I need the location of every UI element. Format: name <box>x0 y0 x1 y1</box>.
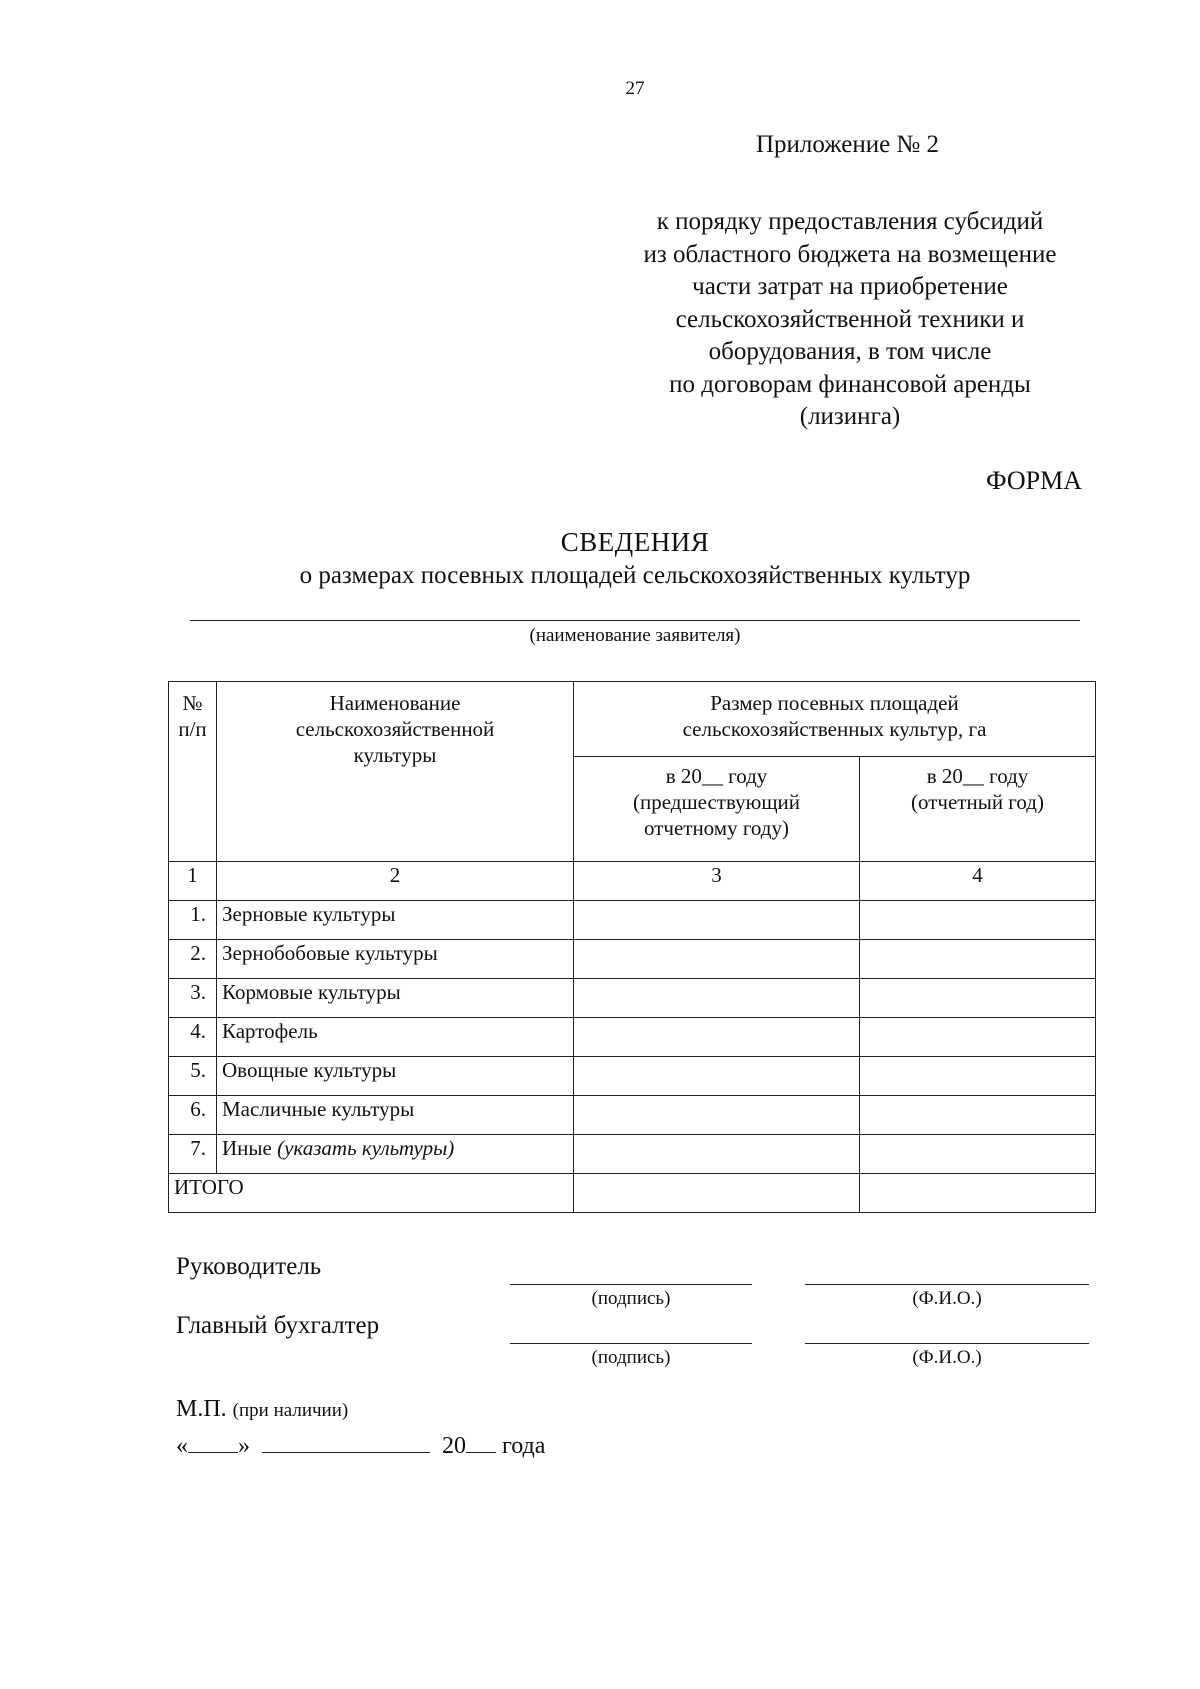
appendix-line: к порядку предоставления субсидий <box>656 208 1044 235</box>
year-field[interactable] <box>466 1430 496 1453</box>
appendix-line: из областного бюджета на возмещение <box>643 240 1057 268</box>
table-row <box>169 979 1096 1018</box>
applicant-name-field[interactable] <box>190 620 1080 621</box>
close-quote: » <box>238 1433 250 1459</box>
row-number: 4. <box>169 1018 217 1057</box>
total-label: ИТОГО <box>169 1174 574 1213</box>
appendix-line: (лизинга) <box>799 403 901 430</box>
row-number: 1. <box>169 901 217 940</box>
row-number: 6. <box>169 1096 217 1135</box>
signature-caption: (подпись) <box>591 1288 671 1309</box>
appendix-description <box>600 206 1100 434</box>
table-header-row <box>169 682 1096 757</box>
header-number: № п/п <box>169 682 217 862</box>
previous-year-cell[interactable] <box>574 940 860 979</box>
accountant-signature-field[interactable] <box>510 1343 752 1344</box>
previous-year-cell[interactable] <box>574 979 860 1018</box>
previous-year-cell[interactable] <box>574 1057 860 1096</box>
column-number: 3 <box>574 862 860 901</box>
reporting-year-cell[interactable] <box>860 1018 1096 1057</box>
reporting-year-cell[interactable] <box>860 979 1096 1018</box>
reporting-year-cell[interactable] <box>860 1096 1096 1135</box>
reporting-year-total-cell[interactable] <box>860 1174 1096 1213</box>
stamp-note: (при наличии) <box>232 1400 349 1421</box>
crop-name <box>217 1135 574 1174</box>
director-label: Руководитель <box>176 1253 322 1280</box>
director-signature-field[interactable] <box>510 1284 752 1285</box>
document-title: СВЕДЕНИЯ <box>560 527 710 557</box>
column-number: 4 <box>860 862 1096 901</box>
crop-name: Зернобобовые культуры <box>217 940 574 979</box>
accountant-name-field[interactable] <box>805 1343 1089 1344</box>
name-caption: (Ф.И.О.) <box>912 1288 982 1309</box>
table-row <box>169 1096 1096 1135</box>
table-row <box>169 1057 1096 1096</box>
appendix-line: сельскохозяйственной техники и <box>675 305 1025 333</box>
signature-caption: (подпись) <box>591 1347 671 1368</box>
day-field[interactable] <box>188 1430 238 1453</box>
crop-name: Картофель <box>217 1018 574 1057</box>
header-reporting-year: в 20__ году (отчетный год) <box>860 757 1096 862</box>
open-quote: « <box>176 1433 188 1459</box>
header-crop-name: Наименование сельскохозяйственной культуры <box>217 682 574 862</box>
stamp-label <box>176 1396 348 1423</box>
row-number: 5. <box>169 1057 217 1096</box>
appendix-line: оборудования, в том числе <box>708 338 992 365</box>
previous-year-cell[interactable] <box>574 1018 860 1057</box>
row-number: 3. <box>169 979 217 1018</box>
previous-year-total-cell[interactable] <box>574 1174 860 1213</box>
previous-year-cell[interactable] <box>574 1135 860 1174</box>
appendix-line: по договорам финансовой аренды <box>669 370 1031 398</box>
applicant-caption: (наименование заявителя) <box>529 625 741 646</box>
crop-name: Масличные культуры <box>217 1096 574 1135</box>
crop-name: Овощные культуры <box>217 1057 574 1096</box>
column-number: 1 <box>169 862 217 901</box>
year-prefix: 20 <box>442 1433 466 1459</box>
accountant-label: Главный бухгалтер <box>176 1312 380 1339</box>
header-previous-year: в 20__ году (предшествующий отчетному году) <box>574 757 860 862</box>
name-caption: (Ф.И.О.) <box>912 1347 982 1368</box>
crop-name-text: Иные <box>222 1136 278 1160</box>
column-number: 2 <box>217 862 574 901</box>
appendix-title: Приложение № 2 <box>756 131 940 158</box>
director-name-field[interactable] <box>805 1284 1089 1285</box>
form-label: ФОРМА <box>986 466 1082 495</box>
previous-year-cell[interactable] <box>574 1096 860 1135</box>
row-number: 7. <box>169 1135 217 1174</box>
page-number: 27 <box>625 78 645 99</box>
crop-name: Кормовые культуры <box>217 979 574 1018</box>
crop-areas-table <box>168 681 1096 1213</box>
reporting-year-cell[interactable] <box>860 901 1096 940</box>
reporting-year-cell[interactable] <box>860 1057 1096 1096</box>
previous-year-cell[interactable] <box>574 901 860 940</box>
header-area-group: Размер посевных площадей сельскохозяйственных культур, га <box>574 682 1096 757</box>
document-subtitle: о размерах посевных площадей сельскохозяйственных культур <box>299 562 971 589</box>
table-row <box>169 1135 1096 1174</box>
month-field[interactable] <box>262 1430 430 1453</box>
crop-name-note: (указать культуры) <box>277 1136 455 1160</box>
appendix-line: части затрат на приобретение <box>692 273 1008 300</box>
reporting-year-cell[interactable] <box>860 940 1096 979</box>
date-line <box>176 1430 545 1460</box>
reporting-year-cell[interactable] <box>860 1135 1096 1174</box>
table-row <box>169 1018 1096 1057</box>
stamp-text: М.П. <box>176 1396 227 1422</box>
column-number-row <box>169 862 1096 901</box>
year-suffix: года <box>496 1433 546 1459</box>
table-row <box>169 901 1096 940</box>
crop-name: Зерновые культуры <box>217 901 574 940</box>
table-row <box>169 940 1096 979</box>
row-number: 2. <box>169 940 217 979</box>
total-row <box>169 1174 1096 1213</box>
